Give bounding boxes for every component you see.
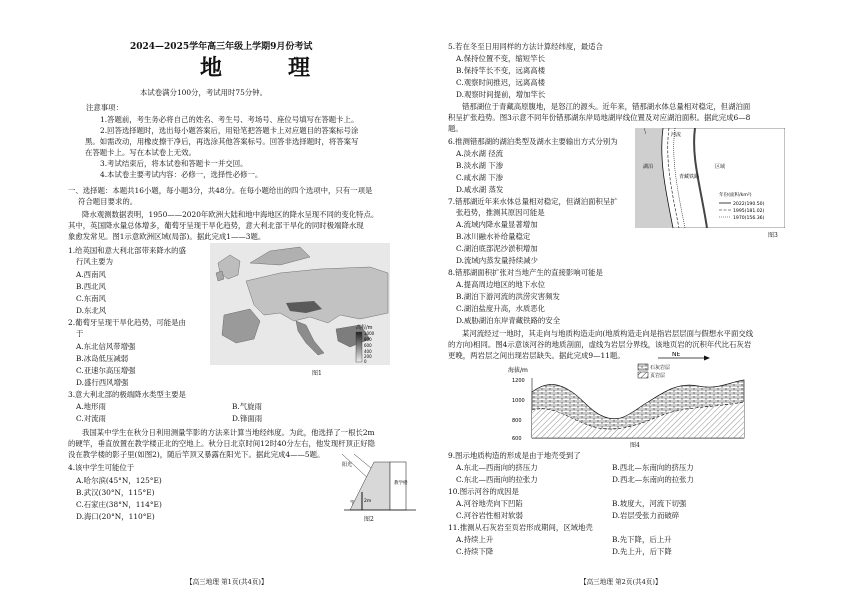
passage-line: 的硬竿，垂直放置在教学楼正北的空地上。秋分日北京时间12时40分左右，他发现杆顶正好隐 (68, 439, 376, 448)
section-heading: 符合题目要求的。 (78, 197, 138, 206)
option: B.先下降，后上升 (612, 535, 672, 544)
option: D.盛行西风增强 (76, 378, 129, 387)
passage-line: 象愈发常见。图1示意欧洲区域(局部)。据此完成1——3题。 (68, 232, 266, 241)
passage-line: 某河流经过一地时，其走向与地质构造走向(地质构造走向是指岩层层面与假想水平面交线 (462, 329, 754, 338)
option: D.东北风 (76, 306, 107, 315)
legend-item: 石灰岩层 (650, 365, 671, 371)
figure-3-caption: 图3 (768, 232, 778, 239)
question-10: 10.图示河谷的成因是 (448, 487, 519, 496)
option: A.流域内降水量显著增加 (456, 220, 538, 229)
option: C.亚速尔高压增强 (76, 366, 136, 375)
question-1: 1.给英国和意大利北部带来降水的盛 (68, 246, 186, 255)
option: A.东北—西南向的挤压力 (456, 463, 538, 472)
option: B.冰川融水补给量稳定 (456, 232, 531, 241)
notice-line: 4.本试卷主要考试内容：必修一，选择性必修一。 (100, 170, 263, 179)
passage-line: 题。 (448, 124, 463, 133)
option: D.咸水湖 蒸发 (456, 185, 504, 194)
passage-line: 我国某中学生在秋分日利用测量竿影的方法来计算当地经纬度。为此，他选择了一根长2m (82, 428, 375, 437)
passage-line: 的方向)相同。图4示意该河谷的地质剖面，虚线为岩层分界线，该地页岩的沉积年代比石灰岩 (448, 340, 752, 349)
option: B.淡水湖 下渗 (456, 161, 504, 170)
notice-line: 1.答题前，考生务必将自己的姓名、考生号、考场号、座位号填写在答题卡上。 (100, 115, 359, 124)
y-tick: 1000 (512, 398, 525, 404)
option: A.东北信风带增强 (76, 342, 136, 351)
legend-tick: 600 (364, 343, 372, 348)
option: B.武汉(30°N，115°E) (76, 488, 155, 497)
option: A.地形雨 (76, 402, 106, 411)
option: D.西北—东南向的拉张力 (612, 475, 694, 484)
y-tick: 800 (512, 418, 522, 424)
subject-title: 地 理 (200, 55, 333, 81)
option: A.淡水湖 径流 (456, 149, 503, 158)
question-9: 9.图示地质构造的形成是由于地壳受到了 (448, 451, 581, 460)
figure-3-lake-shoreline (635, 128, 785, 228)
y-tick: 1200 (512, 378, 525, 384)
option: A.保持位置不变，缩短竿长 (456, 54, 545, 63)
question-2: 于 (76, 329, 84, 338)
passage-line: 错那湖位于青藏高原腹地，是怒江的源头。近年来，错那湖水体总量相对稳定，但湖泊面 (462, 102, 751, 111)
option: B.湖泊下游河流的洪涝灾害频发 (456, 292, 560, 301)
question-1: 行风主要为 (76, 257, 113, 266)
question-3: 3.意大利北部的极端降水类型主要是 (68, 390, 186, 399)
option: C.东南风 (76, 294, 106, 303)
option: A.提高周边地区的地下水位 (456, 280, 545, 289)
figure-1-europe-map (210, 243, 390, 365)
passage-line: 没在教学楼的影子里(如图2)，随后竿顶又暴露在阳光下。据此完成4——5题。 (68, 450, 325, 459)
notice-line: 2.回答选择题时，选出每小题答案后，用铅笔把答题卡上对应题目的答案标号涂 (100, 126, 359, 135)
notice-line: 3.考试结束后，将本试卷和答题卡一并交回。 (100, 159, 248, 168)
option: B.保持竿长不变，远离高楼 (456, 66, 546, 75)
option: D.海口(20°N，110°E) (76, 512, 155, 521)
question-4: 4.该中学生可能位于 (68, 463, 135, 472)
option: C.东北—西南向的拉张力 (456, 475, 538, 484)
option: C.湖泊底部泥沙淤积增加 (456, 244, 538, 253)
figure-1-caption: 图1 (312, 370, 322, 377)
exam-page-2 (430, 0, 860, 608)
notice-line: 黑。如需改动，用橡皮擦干净后，再选涂其他答案标号。回答非选择题时，将答案写 (85, 137, 359, 146)
question-5: 5.若在冬至日用同样的方法计算经纬度，最适合 (448, 42, 603, 51)
figure-2-shadow-diagram (340, 452, 420, 522)
option: B.坡度大，河流下切强 (612, 499, 687, 508)
option: C.石家庄(38°N，114°E) (76, 500, 162, 509)
north-east-label: NE (672, 352, 681, 358)
page-footer: 【高三地理 第2页(共4页)】 (580, 578, 662, 586)
legend-item: 1995(181.02) (733, 209, 765, 214)
legend-tick: 200 (364, 354, 372, 359)
legend-tick: 0 (364, 359, 367, 364)
figure-4-geologic-profile (508, 352, 748, 444)
passage-line: 积呈扩张趋势。图3示意不同年份错那湖东岸局地湖岸线位置及对应湖泊面积。据此完成6—8 (448, 113, 751, 122)
option: B.西北风 (76, 282, 106, 291)
building-label: 教学楼 (394, 481, 408, 486)
option: C.咸水湖 下渗 (456, 173, 504, 182)
option: D.流域内蒸发量持续减少 (456, 256, 538, 265)
y-tick: 600 (512, 436, 522, 442)
pole-label: 竿 (350, 501, 355, 506)
legend-tick: 1000 (364, 331, 375, 336)
exam-title: 2024—2025学年高三年级上学期9月份考试 (130, 42, 313, 52)
passage-line: 其中，英国降水量总体增多，葡萄牙呈现干旱化趋势，意大利北部干旱化的同时极端降水现 (68, 221, 364, 230)
passage-line: 更晚，两岩层之间出现岩层缺失。据此完成9—11题。 (448, 351, 625, 360)
question-11: 11.推测从石灰岩至页岩形成期间，区域地壳 (448, 523, 593, 532)
notice-line: 在答题卡上。写在本试卷上无效。 (85, 148, 196, 157)
sunlight-label: 阳光 (342, 462, 353, 468)
railway-label: 青藏铁路 (679, 174, 700, 180)
question-6: 6.推测错那湖的湖泊类型及湖水主要输出方式分别为 (448, 137, 618, 146)
question-8: 8.错那湖面积扩张对当地产生的直接影响可能是 (448, 268, 603, 277)
option: C.对流雨 (76, 414, 106, 423)
legend-item: 2022(190.50) (733, 202, 765, 207)
region-label: 区域 (715, 164, 726, 170)
figure-4-caption: 图4 (630, 442, 640, 449)
notice-title: 注意事项： (86, 103, 123, 112)
legend-item: 1970(156.36) (733, 216, 765, 221)
legend-title: 高程/m (356, 325, 373, 331)
legend-tick: 800 (364, 337, 372, 342)
figure-2-caption: 图2 (364, 516, 374, 523)
option: C.持续下降 (456, 547, 494, 556)
passage-line: 降水观测数据表明，1950——2020年欧洲大陆和地中海地区的降水呈现不同的变化特点。 (82, 210, 379, 219)
option: B.西北—东南向的挤压力 (612, 463, 694, 472)
option: B.气旋雨 (232, 402, 262, 411)
river-label: 河流 (671, 132, 682, 138)
option: A.哈尔滨(45°N，125°E) (76, 476, 162, 485)
option: A.西南风 (76, 270, 106, 279)
page-footer: 【高三地理 第1页(共4页)】 (186, 578, 268, 586)
pole-length-label: 2m (364, 499, 372, 504)
lake-label: 湖泊 (643, 164, 654, 170)
section-heading: 一、选择题：本题共16小题，每小题3分，共48分。在每小题给出的四个选项中，只有一项是 (68, 186, 373, 195)
option: D.锋面雨 (232, 414, 263, 423)
option: B.冰岛低压减弱 (76, 354, 129, 363)
option: C.观察时间推迟，远离高楼 (456, 78, 546, 87)
legend-title: 年份(面积/km²) (719, 193, 752, 198)
score-info: 本试卷满分100分，考试用时75分钟。 (140, 88, 267, 97)
figure-4-legend (638, 364, 670, 379)
option: C.河谷岩性相对软弱 (456, 511, 523, 520)
option: A.持续上升 (456, 535, 494, 544)
question-7: 张趋势，推测其原因可能是 (456, 208, 545, 217)
option: D.观察时间提前，增加竿长 (456, 90, 546, 99)
option: D.岩层受张力而破碎 (612, 511, 680, 520)
question-7: 7.错那湖近年来水体总量相对稳定，但湖泊面积呈扩 (448, 197, 618, 206)
legend-item: 页岩层 (650, 373, 666, 379)
option: C.湖泊盐度升高，水质恶化 (456, 304, 546, 313)
question-2: 2.葡萄牙呈现干旱化趋势，可能是由 (68, 318, 186, 327)
option: D.威胁湖泊东岸青藏铁路的安全 (456, 316, 561, 325)
legend-tick: 400 (364, 349, 372, 354)
y-axis-label: 海拔/m (508, 367, 528, 374)
option: A.河谷地壳向下凹陷 (456, 499, 523, 508)
option: D.先上升，后下降 (612, 547, 672, 556)
